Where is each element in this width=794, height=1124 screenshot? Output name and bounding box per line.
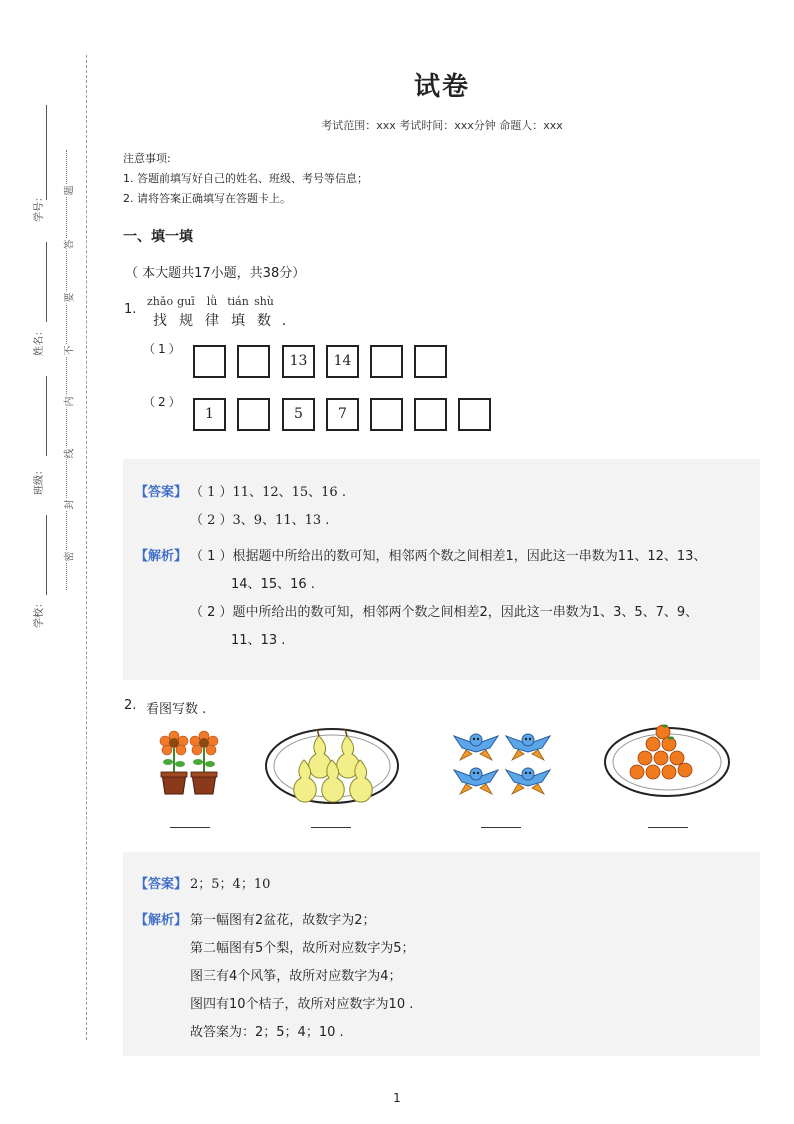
number-box: 7 xyxy=(326,398,359,431)
answer-panel xyxy=(123,852,760,1056)
oranges-plate-picture xyxy=(603,718,731,802)
number-box: 1 xyxy=(193,398,226,431)
school-line[interactable] xyxy=(46,515,47,595)
analysis-line: 第二幅图有5个梨，故所对应数字为5； xyxy=(190,941,415,956)
answer-blank[interactable] xyxy=(311,827,351,828)
row-label: （1） xyxy=(143,342,184,356)
answer-blank[interactable] xyxy=(170,827,210,828)
hanzi: 填 xyxy=(231,313,245,329)
period: . xyxy=(281,313,287,329)
hanzi: 规 xyxy=(179,313,193,329)
analysis-line: 11、13 . xyxy=(231,633,286,648)
number-box: 5 xyxy=(282,398,315,431)
analysis-line: （ 1 ）根据题中所给出的数可知，相邻两个数之间相差1，因此这一串数为11、12、13、 xyxy=(190,549,707,564)
analysis-line: 14、15、16 . xyxy=(231,577,315,592)
answer-box[interactable] xyxy=(237,345,270,378)
row-label: （2） xyxy=(143,395,184,409)
hanzi: 律 xyxy=(205,313,219,329)
analysis-tag: 【解析】 xyxy=(135,913,188,928)
pinyin: lǜ xyxy=(206,295,218,308)
pinyin: tián xyxy=(227,295,249,308)
seal-char: 密 xyxy=(61,551,76,563)
section-title: 一、填一填 xyxy=(123,229,193,245)
seal-char: 封 xyxy=(61,499,76,511)
hanzi: 找 xyxy=(153,313,167,329)
answer-box[interactable] xyxy=(237,398,270,431)
pinyin: guī xyxy=(177,295,195,308)
answer-box[interactable] xyxy=(414,345,447,378)
analysis-line: （ 2 ）题中所给出的数可知，相邻两个数之间相差2，因此这一串数为1、3、5、7、9、 xyxy=(190,605,699,620)
seal-char: 不 xyxy=(61,345,76,357)
name-line[interactable] xyxy=(46,242,47,322)
note-item: 1. 答题前填写好自己的姓名、班级、考号等信息； xyxy=(123,172,368,185)
pears-plate-picture xyxy=(264,716,400,808)
class-label: 班级： xyxy=(34,465,45,495)
flower-pots-picture xyxy=(152,726,228,800)
section-description: （ 本大题共17小题，共38分） xyxy=(125,266,306,281)
answer-blank[interactable] xyxy=(481,827,521,828)
school-label: 学校： xyxy=(34,598,45,628)
answer-line: （ 2 ）3、9、11、13 . xyxy=(190,513,330,528)
answer-tag: 【答案】 xyxy=(135,877,188,892)
pinyin-prompt xyxy=(147,295,291,330)
answer-tag: 【答案】 xyxy=(135,485,188,500)
seal-char: 题 xyxy=(61,185,76,197)
analysis-line: 图三有4个风筝，故所对应数字为4； xyxy=(190,969,402,984)
analysis-line: 故答案为：2；5；4；10 . xyxy=(190,1025,344,1040)
answer-box[interactable] xyxy=(458,398,491,431)
answer-blank[interactable] xyxy=(648,827,688,828)
answer-panel xyxy=(123,459,760,680)
answer-line: 2；5；4；10 xyxy=(190,877,271,892)
question-prompt: 看图写数 . xyxy=(146,702,207,717)
pinyin: shù xyxy=(254,295,274,308)
notes-heading: 注意事项: xyxy=(123,152,171,165)
number-box: 13 xyxy=(282,345,315,378)
seal-char: 答 xyxy=(61,239,76,251)
class-line[interactable] xyxy=(46,376,47,456)
seal-char: 要 xyxy=(61,292,76,304)
number-box: 14 xyxy=(326,345,359,378)
analysis-tag: 【解析】 xyxy=(135,549,188,564)
answer-box[interactable] xyxy=(193,345,226,378)
answer-box[interactable] xyxy=(370,398,403,431)
note-item: 2. 请将答案正确填写在答题卡上。 xyxy=(123,192,291,205)
pinyin: zhǎo xyxy=(147,295,174,308)
question-number: 1. xyxy=(124,302,137,317)
question-number: 2. xyxy=(124,698,137,713)
answer-box[interactable] xyxy=(370,345,403,378)
name-label: 姓名： xyxy=(34,326,45,356)
binding-dashed-line xyxy=(86,55,87,1040)
seal-dotted-line xyxy=(66,150,68,590)
answer-box[interactable] xyxy=(414,398,447,431)
analysis-line: 第一幅图有2盆花，故数字为2； xyxy=(190,913,376,928)
seal-char: 内 xyxy=(61,396,76,408)
hanzi: 数 xyxy=(257,313,271,329)
exam-info: 考试范围：xxx 考试时间：xxx分钟 命题人：xxx xyxy=(321,119,563,132)
analysis-line: 图四有10个桔子，故所对应数字为10 . xyxy=(190,997,414,1012)
kites-picture xyxy=(448,726,556,798)
page-title: 试卷 xyxy=(413,72,470,102)
answer-line: （ 1 ）11、12、15、16 . xyxy=(190,485,346,500)
page-number: 1 xyxy=(393,1091,401,1105)
student-no-label: 学号： xyxy=(34,192,45,222)
seal-char: 线 xyxy=(61,448,76,460)
